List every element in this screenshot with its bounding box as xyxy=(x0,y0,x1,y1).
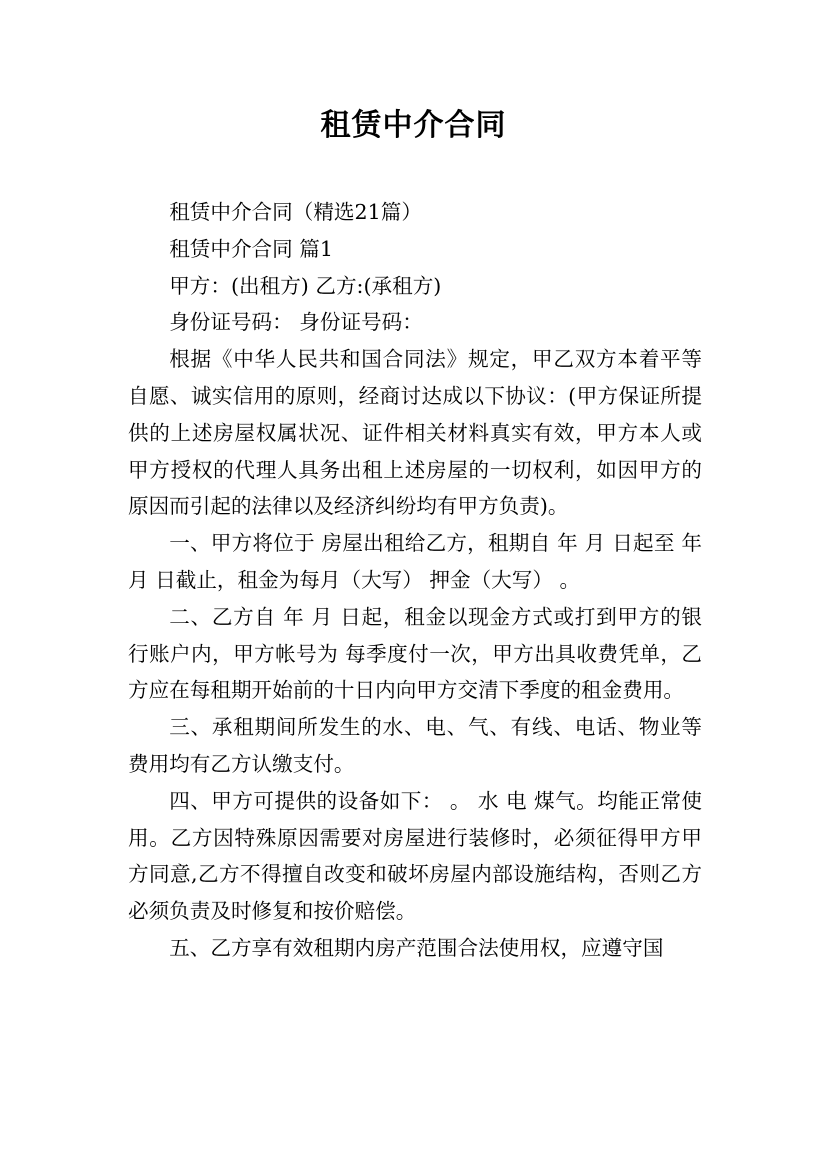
paragraph-clause-3: 三、承租期间所发生的水、电、气、有线、电话、物业等费用均有乙方认缴支付。 xyxy=(128,715,702,776)
document-body xyxy=(128,194,702,967)
paragraph-clause-2: 二、乙方自 年 月 日起，租金以现金方式或打到甲方的银行账户内，甲方帐号为 每季度付一次，甲方出具收费凭单，乙方应在每租期开始前的十日内向甲方交清下季度的租金费用。 xyxy=(128,604,702,703)
paragraph-preamble: 根据《中华人民共和国合同法》规定，甲乙双方本着平等自愿、诚实信用的原则，经商讨达成以下协议：(甲方保证所提供的上述房屋权属状况、证件相关材料真实有效，甲方本人或甲方授权的代理人具务出租上述房屋的一切权利，如因甲方的原因而引起的法律以及经济纠纷均有甲方负责)。 xyxy=(128,347,702,519)
paragraph-clause-1: 一、甲方将位于 房屋出租给乙方，租期自 年 月 日起至 年 月 日截止，租金为每月（大写） 押金（大写） 。 xyxy=(128,531,702,592)
paragraph-clause-4: 四、甲方可提供的设备如下： 。 水 电 煤气。均能正常使用。乙方因特殊原因需要对房屋进行装修时，必须征得甲方甲方同意,乙方不得擅自改变和破坏房屋内部设施结构，否则乙方必须负责及时修复和按价赔偿。 xyxy=(128,788,702,924)
paragraph-id-numbers: 身份证号码： 身份证号码： xyxy=(169,310,423,335)
paragraph-heading: 租赁中介合同（精选21篇） xyxy=(169,200,422,224)
paragraph-article-label: 租赁中介合同 篇1 xyxy=(169,236,333,261)
document-title: 租赁中介合同 xyxy=(320,108,507,143)
paragraph-parties: 甲方：(出租方) 乙方:(承租方) xyxy=(169,273,442,298)
paragraph-clause-5: 五、乙方享有效租期内房产范围合法使用权，应遵守国 xyxy=(169,935,664,960)
